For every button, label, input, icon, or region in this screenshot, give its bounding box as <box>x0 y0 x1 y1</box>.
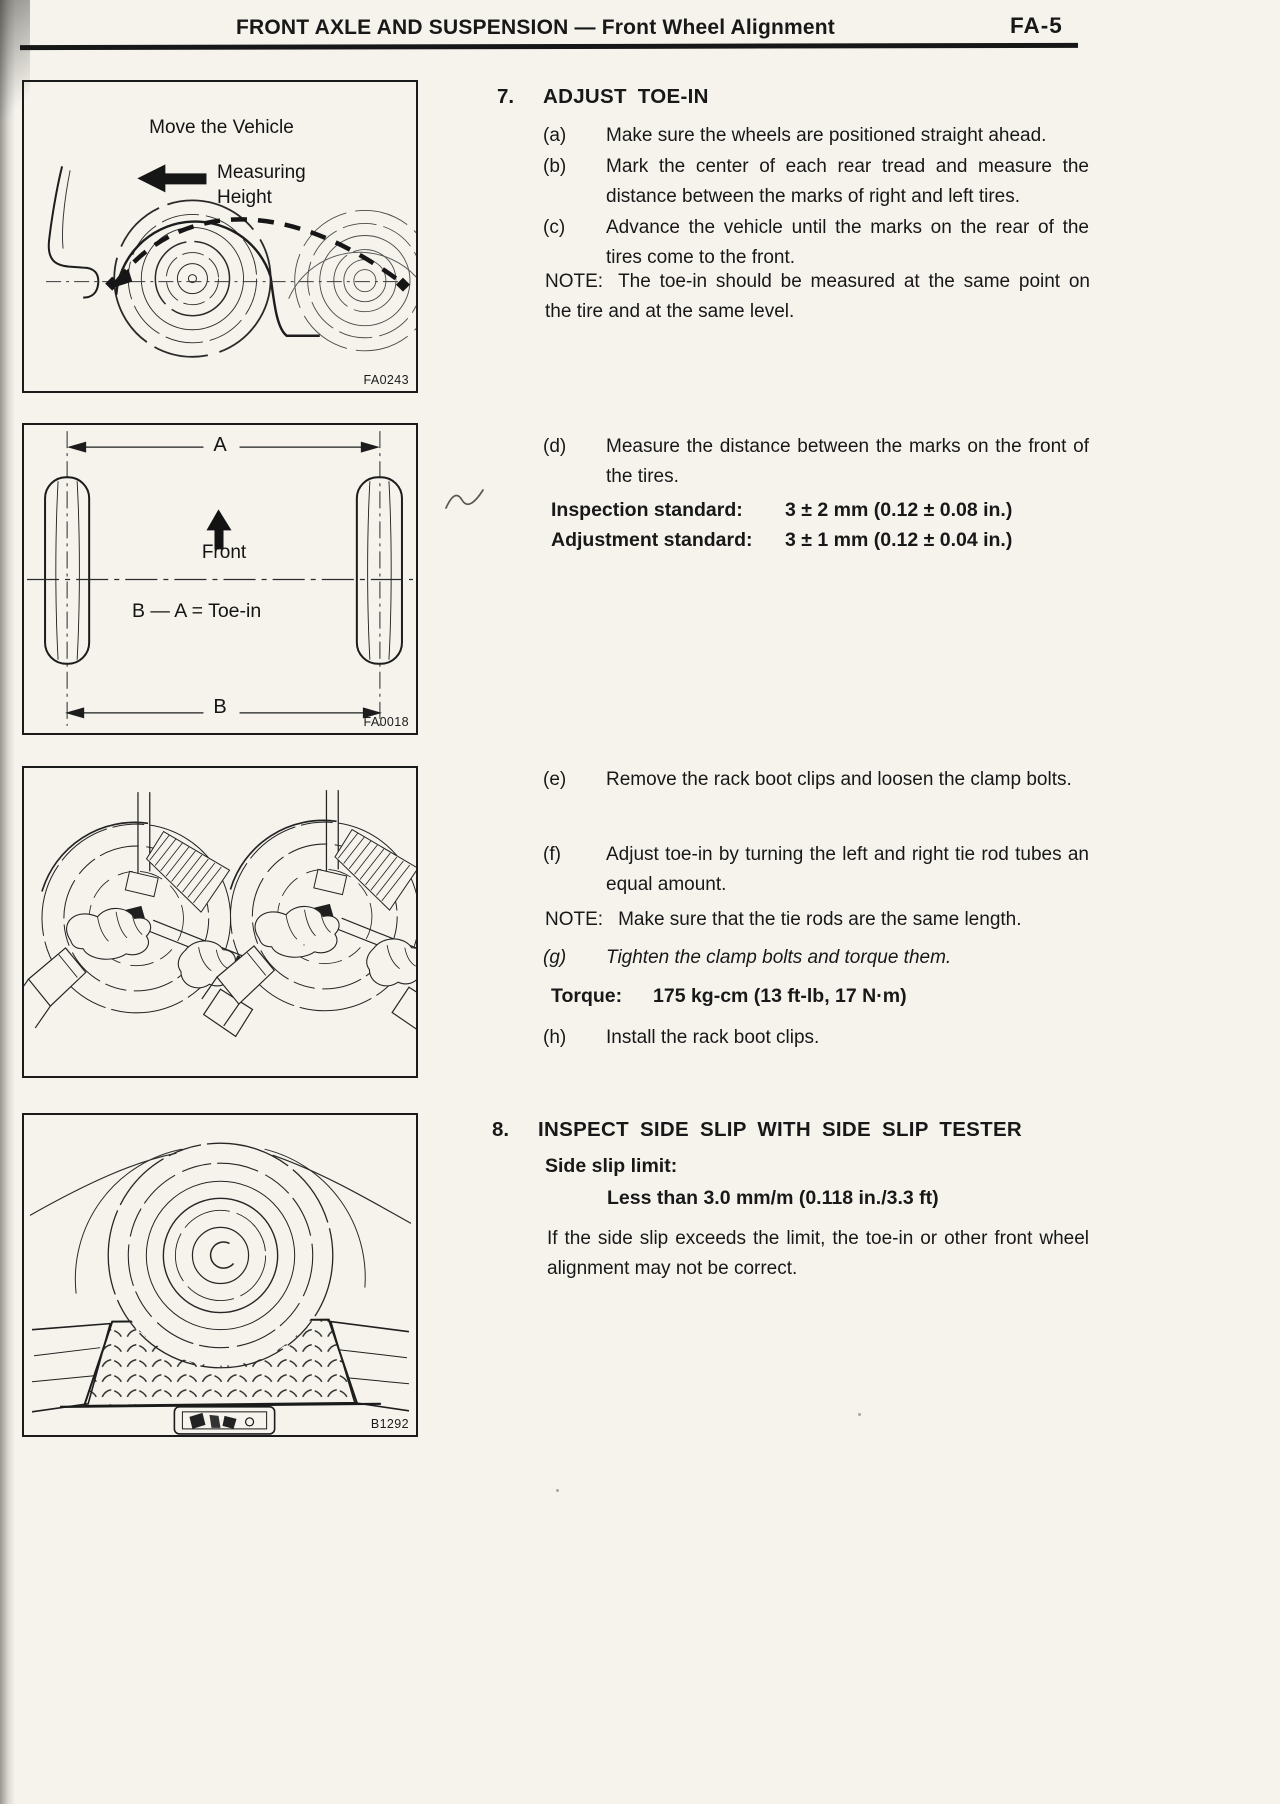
fig1-code: FA0243 <box>363 373 409 387</box>
step-b <box>543 152 1089 212</box>
step-a <box>543 121 1089 151</box>
step-c <box>543 213 1089 273</box>
step-f-label: (f) <box>543 844 561 865</box>
step-b-label: (b) <box>543 156 567 177</box>
step-f <box>543 840 1089 900</box>
section8-heading <box>492 1117 1022 1143</box>
side-slip-limit-label: Side slip limit: <box>545 1155 678 1177</box>
section7-heading <box>497 84 709 110</box>
step-d-label: (d) <box>543 436 567 457</box>
fig2-dim-a-label: A <box>213 434 227 456</box>
step-h <box>543 1023 1089 1053</box>
note2-label: NOTE: <box>545 909 604 930</box>
step-c-label: (c) <box>543 217 566 238</box>
step-a-label: (a) <box>543 125 567 146</box>
side-slip-tester-illustration <box>24 1115 416 1435</box>
note1-label: NOTE: <box>545 271 604 292</box>
figure-tie-rod-adjust <box>22 766 418 1078</box>
front-wheel-sketch <box>114 200 270 356</box>
adjustment-standard-label: Adjustment standard: <box>551 529 753 551</box>
step-h-label: (h) <box>543 1027 567 1048</box>
fig2-toe-in-formula: B — A = Toe-in <box>132 600 262 622</box>
section7-number: 7. <box>497 85 515 108</box>
step-e-text: Remove the rack boot clips and loosen the clamp bolts. <box>606 769 1072 790</box>
note-toe-in-measure <box>545 267 1090 327</box>
section8-body: If the side slip exceeds the limit, the toe-in or other front wheel alignment may not be correct. <box>547 1228 1089 1279</box>
torque-label: Torque: <box>551 985 623 1007</box>
fig4-code: B1292 <box>370 1417 409 1431</box>
side-slip-limit-value: Less than 3.0 mm/m (0.118 in./3.3 ft) <box>607 1187 939 1209</box>
inspection-standard-label: Inspection standard: <box>551 499 743 521</box>
note1-text: The toe-in should be measured at the same point on the tire and at the same level. <box>545 271 1090 322</box>
toe-in-diagram-illustration <box>24 425 416 733</box>
note2-text: Make sure that the tie rods are the same length. <box>618 909 1022 930</box>
adjustment-standard-row <box>551 526 1012 554</box>
torque-row <box>551 982 907 1010</box>
fig1-height-label: Height <box>217 187 272 208</box>
tie-rod-adjust-illustration <box>24 768 416 1076</box>
car-front-silhouette <box>49 166 99 297</box>
paper-speck <box>858 1413 861 1416</box>
left-tie-rod-drawing <box>24 792 253 1036</box>
step-c-text: Advance the vehicle until the marks on the rear of the tires come to the front. <box>606 217 1089 268</box>
handwritten-mark <box>443 484 491 520</box>
step-b-text: Mark the center of each rear tread and measure the distance between the marks of right and left tires. <box>606 156 1089 207</box>
section8-number: 8. <box>492 1118 510 1141</box>
step-e <box>543 765 1089 795</box>
move-direction-arrow-icon <box>137 164 206 192</box>
plate-latch <box>174 1407 274 1434</box>
fig1-move-label: Move the Vehicle <box>149 117 294 138</box>
figure-toe-in-diagram <box>22 423 418 735</box>
section7-title: ADJUST TOE-IN <box>543 85 709 108</box>
page-header-title: FRONT AXLE AND SUSPENSION — Front Wheel Alignment <box>236 16 835 39</box>
tire-mask <box>110 1145 331 1366</box>
section8-title: INSPECT SIDE SLIP WITH SIDE SLIP TESTER <box>538 1118 1023 1141</box>
torque-value: 175 kg-cm (13 ft-lb, 17 N·m) <box>653 985 907 1007</box>
figure-move-vehicle <box>22 80 418 393</box>
scan-edge-shadow <box>0 0 15 1804</box>
step-d <box>543 432 1089 492</box>
inspection-standard-value: 3 ± 2 mm (0.12 ± 0.08 in.) <box>785 499 1013 521</box>
fig2-code: FA0018 <box>363 715 409 729</box>
fig2-dim-b-label: B <box>213 696 227 718</box>
adjustment-standard-value: 3 ± 1 mm (0.12 ± 0.04 in.) <box>785 529 1013 551</box>
step-a-text: Make sure the wheels are positioned straight ahead. <box>606 125 1047 146</box>
fig2-front-label: Front <box>201 542 247 563</box>
inspection-standard-row <box>551 496 1012 524</box>
step-d-text: Measure the distance between the marks on the front of the tires. <box>606 436 1089 487</box>
step-g-text: Tighten the clamp bolts and torque them. <box>606 947 952 968</box>
step-f-text: Adjust toe-in by turning the left and right tie rod tubes an equal amount. <box>606 844 1089 895</box>
right-tie-rod-drawing <box>202 790 416 1034</box>
tire-centerlines <box>67 431 380 726</box>
paper-speck <box>556 1489 559 1492</box>
paper-speck <box>303 944 305 946</box>
note-tie-rod-length <box>545 905 1090 935</box>
step-g-label: (g) <box>543 947 567 968</box>
header-rule <box>20 43 1078 50</box>
step-g <box>543 943 1089 973</box>
figure-side-slip-tester <box>22 1113 418 1437</box>
step-h-text: Install the rack boot clips. <box>606 1027 820 1048</box>
page-number: FA-5 <box>1010 13 1063 38</box>
fig1-measuring-label: Measuring <box>217 162 306 183</box>
step-e-label: (e) <box>543 769 567 790</box>
